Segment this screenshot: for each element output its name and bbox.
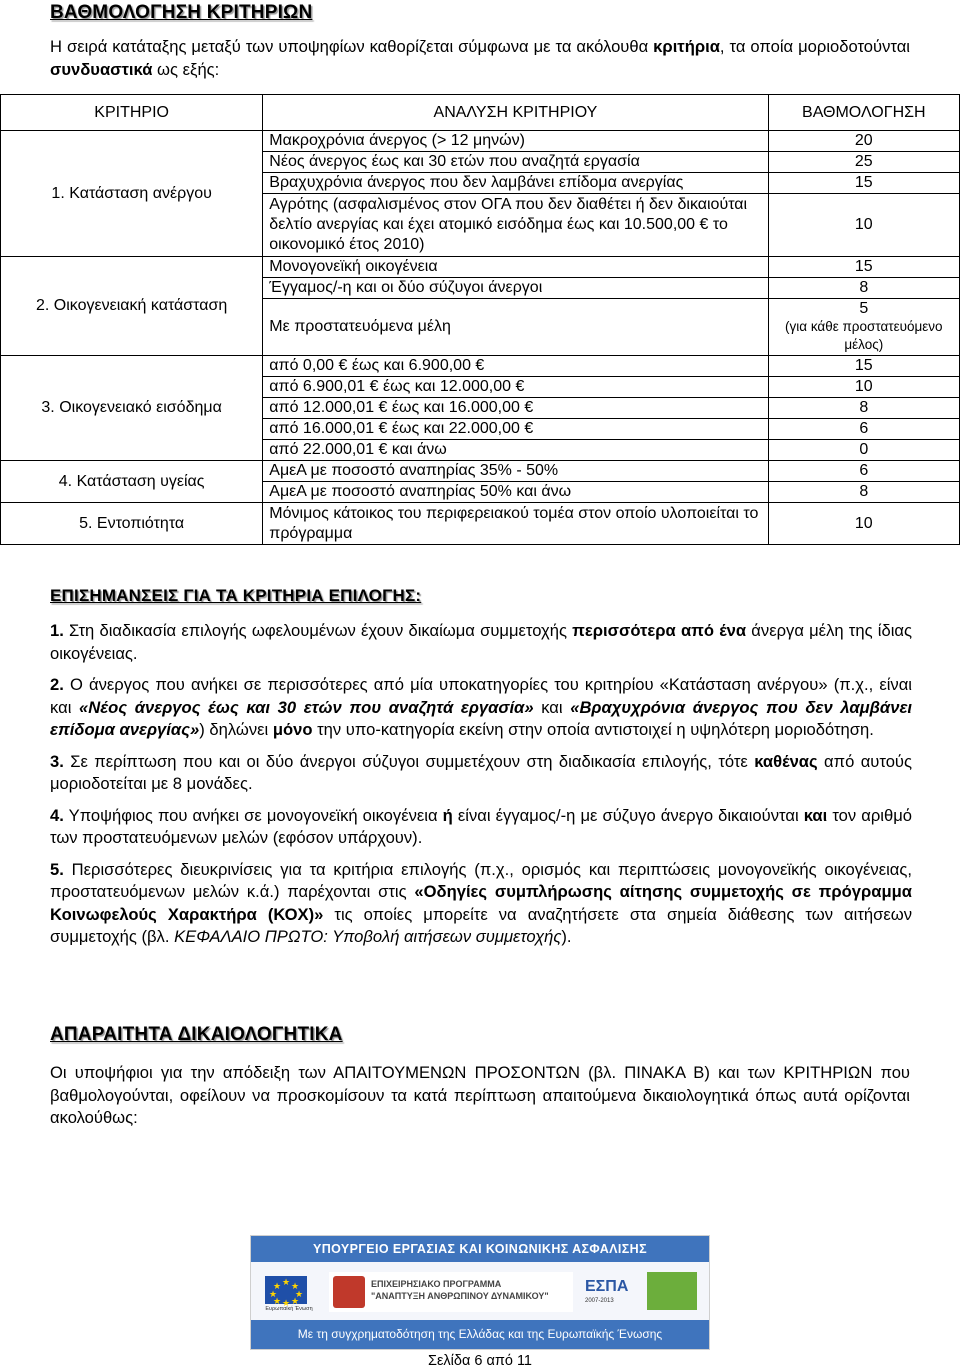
note-text: και xyxy=(533,697,571,717)
op-line: ΕΠΙΧΕΙΡΗΣΙΑΚΟ ΠΡΟΓΡΑΜΜΑ xyxy=(371,1279,502,1289)
table-row xyxy=(1,461,960,482)
op-emblem-icon xyxy=(333,1276,365,1308)
score-note: (για κάθε προστατευόμενο μέλος) xyxy=(785,319,943,352)
criterion-description: Νέος άνεργος έως και 30 ετών που αναζητά εργασία xyxy=(263,152,768,173)
required-documents-paragraph: Οι υποψήφιοι για την απόδειξη των ΑΠΑΙΤΟΥΜΕΝΩΝ ΠΡΟΣΟΝΤΩΝ (βλ. ΠΙΝΑΚΑ Β) και των ΚΡΙΤΗΡΙΩΝ που βαθμολογούνται, οφείλουν να προσκομίσουν τα κατά περίπτωση απαιτούμενα δικαιολογητικά όπως αυτά ορίζονται ακολούθως: xyxy=(50,1063,910,1127)
criterion-description: Βραχυχρόνια άνεργος που δεν λαμβάνει επίδομα ανεργίας xyxy=(263,173,768,194)
criterion-description: Μόνιμος κάτοικος του περιφερειακού τομέα στον οποίο υλοποιείται το πρόγραμμα xyxy=(263,503,768,545)
criterion-score: 6 xyxy=(768,419,959,440)
criterion-score: 10 xyxy=(768,194,959,257)
note-number: 3. xyxy=(50,751,64,771)
note-4 xyxy=(50,805,912,850)
note-bold: και xyxy=(803,805,828,825)
op-line: "ΑΝΑΠΤΥΞΗ ΑΝΘΡΩΠΙΝΟΥ ΔΥΝΑΜΙΚΟΥ" xyxy=(371,1291,549,1301)
criteria-table xyxy=(0,94,960,545)
criterion-score: 15 xyxy=(768,356,959,377)
note-text: Περισσότερες διευκρινίσεις για τα κριτήρια επιλογής (π.χ., ορισμός και περιπτώσεις μονογονεϊκής οικογένειας, προστατευόμενων μελών κ.ά.) παρέχονται στις xyxy=(50,859,912,901)
espa-years: 2007-2013 xyxy=(585,1298,614,1304)
note-1 xyxy=(50,620,912,665)
header-analysis: ΑΝΑΛΥΣΗ ΚΡΙΤΗΡΙΟΥ xyxy=(263,95,768,131)
note-text: ). xyxy=(561,927,572,946)
header-criterion: ΚΡΙΤΗΡΙΟ xyxy=(1,95,263,131)
intro-text: ως εξής: xyxy=(152,59,220,79)
criterion-score xyxy=(768,299,959,356)
note-text: τον αριθμό των προστατευόμενων μελών (εφόσον υπάρχουν). xyxy=(50,805,912,847)
ministry-name: ΥΠΟΥΡΓΕΙΟ ΕΡΓΑΣΙΑΣ ΚΑΙ ΚΟΙΝΩΝΙΚΗΣ ΑΣΦΑΛΙΣΗΣ xyxy=(251,1236,709,1262)
espa-logo xyxy=(585,1272,641,1310)
espa-graphic-icon xyxy=(647,1272,697,1310)
criterion-description: από 6.900,01 € έως και 12.000,00 € xyxy=(263,377,768,398)
criterion-score: 8 xyxy=(768,278,959,299)
score-value: 5 xyxy=(859,300,869,317)
table-row xyxy=(1,131,960,152)
category-locality: 5. Εντοπιότητα xyxy=(1,503,263,545)
intro-text: Η σειρά κατάταξης μεταξύ των υποψηφίων καθορίζεται σύμφωνα με τα ακόλουθα xyxy=(50,37,654,56)
intro-bold-criteria: κριτήρια xyxy=(653,37,720,56)
cofunding-text: Με τη συγχρηματοδότηση της Ελλάδας και της Ευρωπαϊκής Ένωσης xyxy=(251,1320,709,1349)
note-text: από αυτούς μοριοδοτείται με 8 μονάδες. xyxy=(50,751,912,793)
eu-flag-icon: ★ ★ ★ ★ ★ ★ ★ ★ xyxy=(265,1276,307,1304)
required-documents-title: ΑΠΑΡΑΙΤΗΤΑ ΔΙΚΑΙΟΛΟΓΗΤΙΚΑ xyxy=(50,1024,343,1045)
criterion-score: 20 xyxy=(768,131,959,152)
criterion-score: 8 xyxy=(768,398,959,419)
criterion-score: 8 xyxy=(768,482,959,503)
op-text xyxy=(371,1278,549,1302)
note-text: την υπο-κατηγορία εκείνη στην οποία αντιστοιχεί η υψηλότερη μοριοδότηση. xyxy=(312,720,874,739)
selection-notes xyxy=(50,620,912,958)
criterion-description: από 22.000,01 € και άνω xyxy=(263,440,768,461)
criterion-description: ΑμεΑ με ποσοστό αναπηρίας 35% - 50% xyxy=(263,461,768,482)
criterion-description: από 0,00 € έως και 6.900,00 € xyxy=(263,356,768,377)
header-scoring: ΒΑΘΜΟΛΟΓΗΣΗ xyxy=(768,95,959,131)
note-italic: «Νέος άνεργος έως και 30 ετών που αναζητά εργασία» xyxy=(79,697,534,717)
note-text: είναι έγγαμος/-η με σύζυγο άνεργο δικαιούνται xyxy=(452,805,804,825)
criterion-score: 15 xyxy=(768,257,959,278)
table-row xyxy=(1,257,960,278)
criterion-score: 25 xyxy=(768,152,959,173)
operational-programme-logo xyxy=(329,1272,573,1312)
criterion-description: από 16.000,01 € έως και 22.000,00 € xyxy=(263,419,768,440)
criterion-description: Αγρότης (ασφαλισμένος στον ΟΓΑ που δεν διαθέτει ή δεν δικαιούται δελτίο ανεργίας και έχει ατομικό εισόδημα έως και 10.500,00 € το οικονομικό έτος 2010) xyxy=(263,194,768,257)
table-row xyxy=(1,503,960,545)
table-header-row xyxy=(1,95,960,131)
criterion-score: 10 xyxy=(768,377,959,398)
note-text: Ο άνεργος που ανήκει σε περισσότερες από μία υποκατηγορίες του κριτηρίου «Κατάσταση ανέργου» (π.χ., είναι και xyxy=(50,675,912,717)
criterion-score: 0 xyxy=(768,440,959,461)
note-number: 5. xyxy=(50,859,64,879)
category-family-status: 2. Οικογενειακή κατάσταση xyxy=(1,257,263,356)
category-health-status: 4. Κατάσταση υγείας xyxy=(1,461,263,503)
category-unemployed: 1. Κατάσταση ανέργου xyxy=(1,131,263,257)
note-bold: «Οδηγίες συμπλήρωσης αίτησης συμμετοχής σε πρόγραμμα Κοινωφελούς Χαρακτήρα (ΚΟΧ)» xyxy=(50,882,912,924)
note-3 xyxy=(50,751,912,796)
page-number: Σελίδα 6 από 11 xyxy=(427,1353,532,1369)
note-bold: μόνο xyxy=(272,720,313,739)
funding-banner xyxy=(250,1235,710,1350)
selection-notes-title: ΕΠΙΣΗΜΑΝΣΕΙΣ ΓΙΑ ΤΑ ΚΡΙΤΗΡΙΑ ΕΠΙΛΟΓΗΣ: xyxy=(50,586,422,605)
note-text: ) δηλώνει xyxy=(199,720,273,739)
intro-bold-combined: συνδυαστικά xyxy=(50,59,153,79)
intro-text: , τα οποία μοριοδοτούνται xyxy=(719,37,910,56)
note-number: 1. xyxy=(50,621,64,640)
criterion-score: 15 xyxy=(768,173,959,194)
note-number: 2. xyxy=(50,675,64,694)
note-italic: ΚΕΦΑΛΑΙΟ ΠΡΩΤΟ: Υποβολή αιτήσεων συμμετοχής xyxy=(174,927,562,946)
criterion-description: από 12.000,01 € έως και 16.000,00 € xyxy=(263,398,768,419)
note-2 xyxy=(50,674,912,742)
criteria-scoring-title: ΒΑΘΜΟΛΟΓΗΣΗ ΚΡΙΤΗΡΙΩΝ xyxy=(50,2,313,23)
eu-caption: Ευρωπαϊκή Ένωση xyxy=(265,1306,313,1312)
note-bold: καθένας xyxy=(754,751,818,771)
espa-text: ΕΣΠΑ xyxy=(585,1278,629,1295)
note-text: άνεργα μέλη της ίδιας οικογένειας. xyxy=(50,621,912,663)
note-italic: «Βραχυχρόνια άνεργος που δεν λαμβάνει επίδομα ανεργίας» xyxy=(50,697,912,739)
note-5 xyxy=(50,859,912,949)
criterion-description: Με προστατευόμενα μέλη xyxy=(263,299,768,356)
note-text: Στη διαδικασία επιλογής ωφελουμένων έχουν δικαίωμα συμμετοχής xyxy=(63,621,573,640)
criterion-score: 10 xyxy=(768,503,959,545)
criterion-score: 6 xyxy=(768,461,959,482)
note-number: 4. xyxy=(50,805,64,825)
note-bold: ή xyxy=(442,805,453,825)
criterion-description: Έγγαμος/-η και οι δύο σύζυγοι άνεργοι xyxy=(263,278,768,299)
criterion-description: Μακροχρόνια άνεργος (> 12 μηνών) xyxy=(263,131,768,152)
criterion-description: Μονογονεϊκή οικογένεια xyxy=(263,257,768,278)
category-family-income: 3. Οικογενειακό εισόδημα xyxy=(1,356,263,461)
note-text: Υποψήφιος που ανήκει σε μονογονεϊκή οικογένεια xyxy=(63,805,443,825)
table-row xyxy=(1,356,960,377)
note-text: τις οποίες μπορείτε να αναζητήσετε στα σημεία διάθεσης των αιτήσεων συμμετοχής (βλ. xyxy=(50,904,913,946)
note-text: Σε περίπτωση που και οι δύο άνεργοι σύζυγοι συμμετέχουν στη διαδικασία επιλογής, τότε xyxy=(63,751,755,771)
note-bold: περισσότερα από ένα xyxy=(572,621,747,640)
intro-paragraph xyxy=(50,36,910,81)
criterion-description: ΑμεΑ με ποσοστό αναπηρίας 50% και άνω xyxy=(263,482,768,503)
